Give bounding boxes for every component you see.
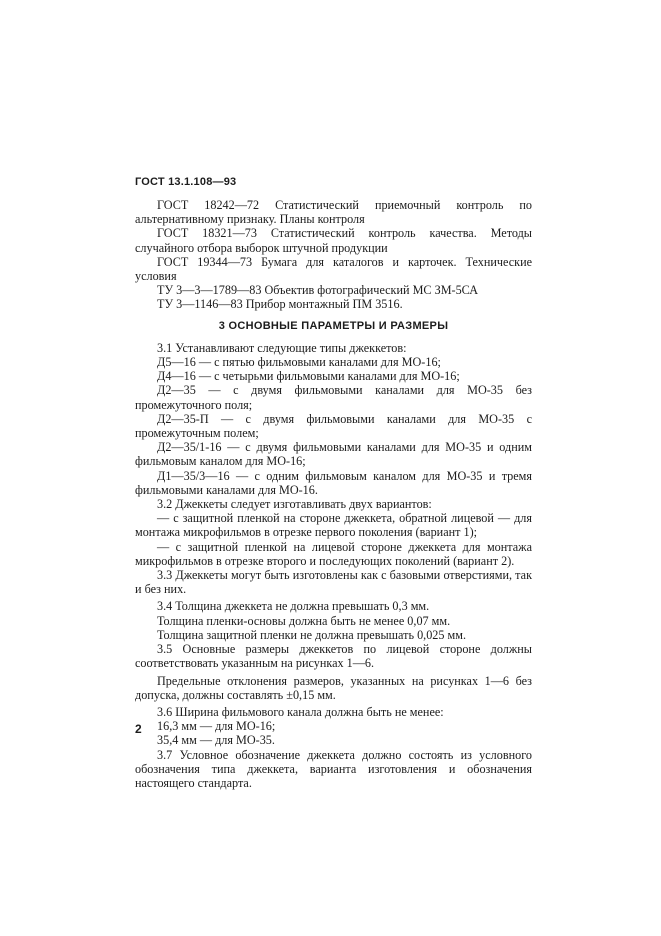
clause-3-7: 3.7 Условное обозначение джеккета должно состоять из условного обозначения типа джеккета, варианта изготовления и обозначения настоящего стандарта. — [135, 747, 532, 790]
clause-3-4: 3.4 Толщина джеккета не должна превышать 0,3 мм. — [157, 599, 430, 614]
clause-3-2: 3.2 Джеккеты следует изготавливать двух вариантов: — [157, 497, 432, 512]
document-body — [135, 198, 532, 790]
reference-item: ГОСТ 19344—73 Бумага для каталогов и карточек. Технические условия — [135, 254, 532, 284]
clause-3-4-base: Толщина пленки-основы должна быть не менее 0,07 мм. — [157, 613, 451, 628]
reference-item: ТУ 3—1146—83 Прибор монтажный ПМ 3516. — [157, 297, 403, 312]
clause-3-5-tolerance: Предельные отклонения размеров, указанных на рисунках 1—6 без допуска, должны составлять ±0,15 мм. — [135, 673, 532, 702]
type-item: Д5—16 — с пятью фильмовыми каналами для МО-16; — [157, 355, 441, 370]
clause-3-3: 3.3 Джеккеты могут быть изготовлены как с базовыми отверстиями, так и без них. — [135, 568, 532, 597]
clause-3-4-protective: Толщина защитной пленки не должна превышать 0,025 мм. — [157, 627, 467, 642]
clause-3-5: 3.5 Основные размеры джеккетов по лицевой стороне должны соответствовать указанным на рисунках 1—6. — [135, 642, 532, 671]
reference-item: ГОСТ 18321—73 Статистический контроль качества. Методы случайного отбора выборок штучной продукции — [135, 226, 532, 255]
type-item: Д2—35-П — с двумя фильмовыми каналами для МО-35 с промежуточным полем; — [135, 411, 532, 441]
clause-3-6-mo16: 16,3 мм — для МО-16; — [157, 719, 276, 734]
document-header: ГОСТ 13.1.108—93 — [135, 176, 237, 188]
reference-item: ГОСТ 18242—72 Статистический приемочный контроль по альтернативному признаку. Планы контроля — [135, 198, 532, 227]
clause-3-1: 3.1 Устанавливают следующие типы джеккетов: — [157, 340, 407, 355]
variant-2: — с защитной пленкой на лицевой стороне джеккета для монтажа микрофильмов в отрезке второго и последующих поколений (вариант 2). — [135, 539, 532, 568]
type-item: Д1—35/3—16 — с одним фильмовым каналом для МО-35 и тремя фильмовыми каналами для МО-16. — [135, 468, 532, 497]
type-item: Д4—16 — с четырьми фильмовыми каналами для МО-16; — [157, 369, 460, 384]
page-number: 2 — [135, 722, 142, 736]
reference-item: ТУ 3—3—1789—83 Объектив фотографический МС ЗМ-5СА — [157, 283, 479, 298]
section-title: 3 ОСНОВНЫЕ ПАРАМЕТРЫ И РАЗМЕРЫ — [218, 319, 449, 332]
clause-3-6: 3.6 Ширина фильмового канала должна быть не менее: — [157, 704, 444, 719]
type-item: Д2—35/1-16 — с двумя фильмовыми каналами для МО-35 и одним фильмовым каналом для МО-16; — [135, 440, 532, 469]
type-item: Д2—35 — с двумя фильмовыми каналами для МО-35 без промежуточного поля; — [135, 383, 532, 412]
clause-3-6-mo35: 35,4 мм — для МО-35. — [157, 733, 275, 748]
variant-1: — с защитной пленкой на стороне джеккета, обратной лицевой — для монтажа микрофильмов в отрезке первого поколения (вариант 1); — [135, 511, 532, 540]
